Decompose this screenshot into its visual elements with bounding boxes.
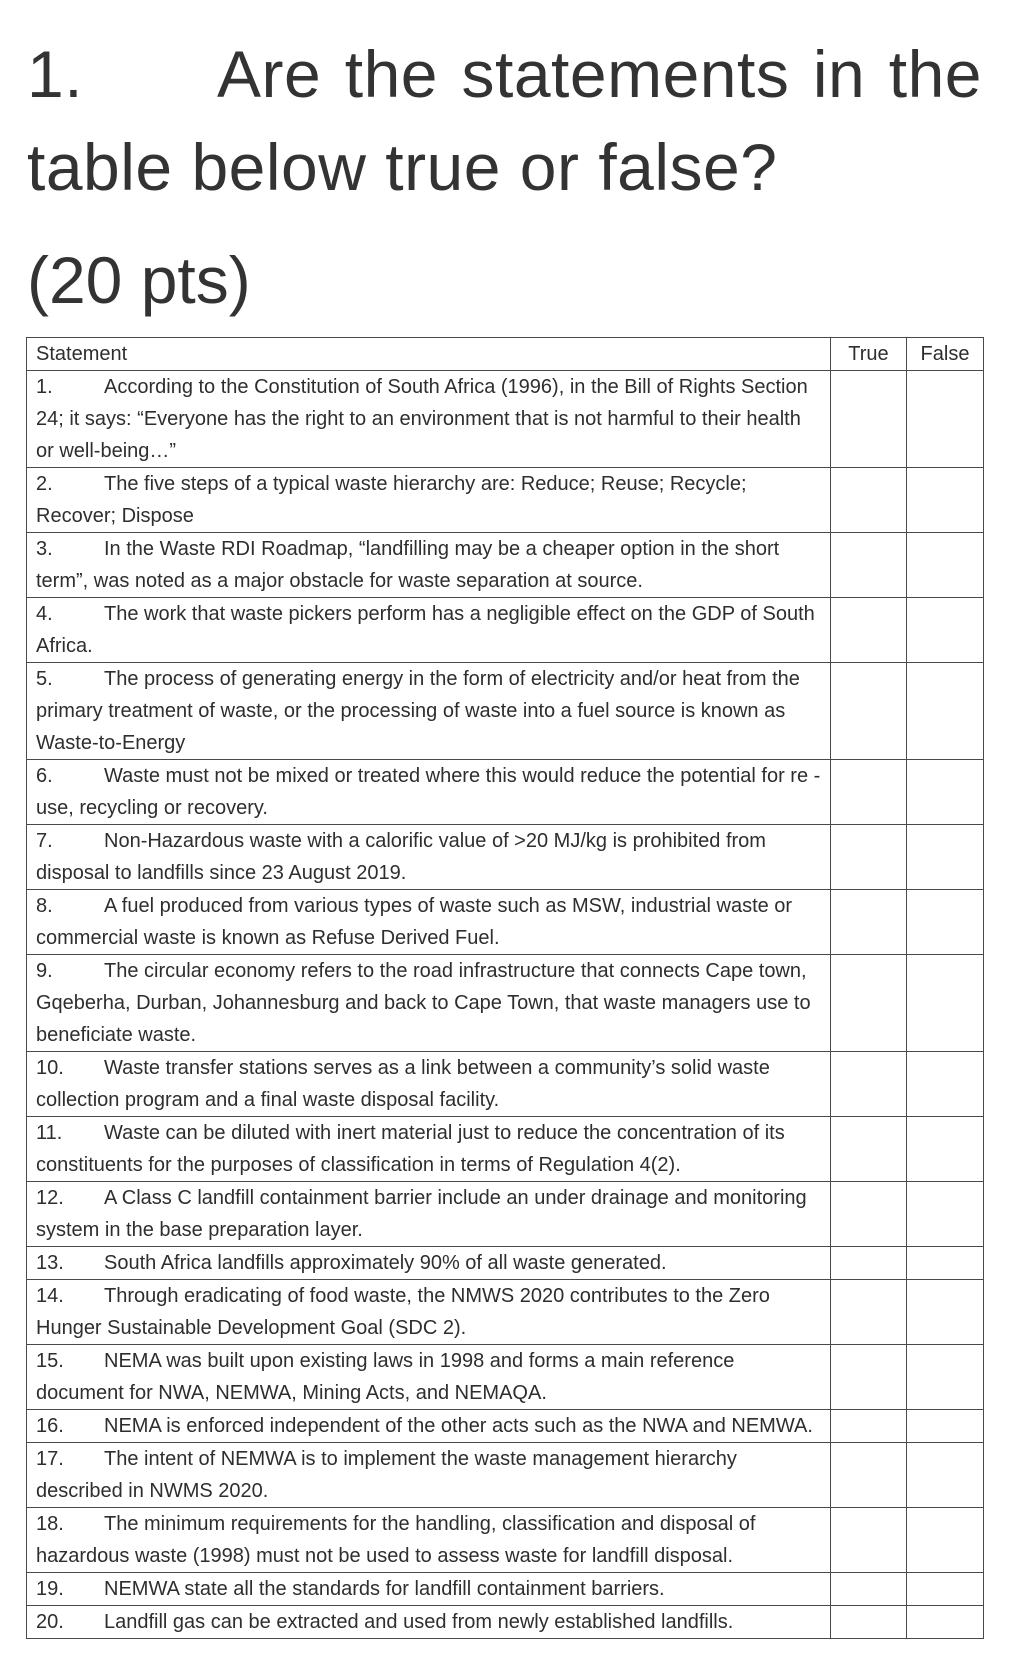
false-answer-cell[interactable] — [907, 1117, 984, 1182]
table-row — [27, 1573, 984, 1606]
statement-header: Statement — [27, 338, 831, 371]
false-answer-cell[interactable] — [907, 955, 984, 1052]
statement-number: 20. — [36, 1611, 64, 1633]
true-header: True — [831, 338, 907, 371]
true-answer-cell[interactable] — [831, 890, 907, 955]
statement-cell — [27, 1182, 831, 1247]
statement-number: 5. — [36, 668, 53, 690]
true-answer-cell[interactable] — [831, 1182, 907, 1247]
false-answer-cell[interactable] — [907, 533, 984, 598]
table-body — [27, 371, 984, 1639]
statement-cell — [27, 1508, 831, 1573]
statement-text: Waste must not be mixed or treated where this would reduce the potential for re -use, recycling or recovery. — [36, 765, 821, 819]
false-answer-cell[interactable] — [907, 1606, 984, 1639]
statement-text: In the Waste RDI Roadmap, “landfilling may be a cheaper option in the short term”, was noted as a major obstacle for waste separation at source. — [36, 538, 780, 592]
statement-cell — [27, 1052, 831, 1117]
table-row — [27, 371, 984, 468]
statement-number: 3. — [36, 538, 53, 560]
false-answer-cell[interactable] — [907, 1410, 984, 1443]
question-title-words — [217, 28, 982, 121]
statement-text: The process of generating energy in the form of electricity and/or heat from the primary treatment of waste, or the processing of waste into a fuel source is known as Waste-to-Energy — [36, 668, 800, 754]
true-answer-cell[interactable] — [831, 371, 907, 468]
statement-cell — [27, 955, 831, 1052]
true-answer-cell[interactable] — [831, 825, 907, 890]
false-header: False — [907, 338, 984, 371]
statement-cell — [27, 533, 831, 598]
statement-cell — [27, 890, 831, 955]
statement-cell — [27, 1345, 831, 1410]
false-answer-cell[interactable] — [907, 1052, 984, 1117]
table-row — [27, 598, 984, 663]
statement-text: Waste transfer stations serves as a link between a community’s solid waste collection program and a final waste disposal facility. — [36, 1057, 770, 1111]
statement-number: 16. — [36, 1415, 64, 1437]
question-heading-line2: table below true or false? — [27, 130, 778, 204]
statement-text: The work that waste pickers perform has a negligible effect on the GDP of South Africa. — [36, 603, 815, 657]
true-answer-cell[interactable] — [831, 1573, 907, 1606]
table-row — [27, 1345, 984, 1410]
false-answer-cell[interactable] — [907, 1345, 984, 1410]
statement-cell — [27, 371, 831, 468]
statement-text: Waste can be diluted with inert material just to reduce the concentration of its constituents for the purposes of classification in terms of Regulation 4(2). — [36, 1122, 785, 1176]
statement-number: 1. — [36, 376, 53, 398]
true-false-table — [26, 337, 984, 1639]
question-number: 1. — [27, 37, 84, 111]
title-word: the — [344, 37, 438, 111]
statement-cell — [27, 1606, 831, 1639]
false-answer-cell[interactable] — [907, 1280, 984, 1345]
table-row — [27, 1117, 984, 1182]
table-row — [27, 1443, 984, 1508]
statement-text: Landfill gas can be extracted and used from newly established landfills. — [104, 1611, 734, 1633]
statement-text: Non-Hazardous waste with a calorific value of >20 MJ/kg is prohibited from disposal to landfills since 23 August 2019. — [36, 830, 766, 884]
statement-number: 13. — [36, 1252, 64, 1274]
true-answer-cell[interactable] — [831, 1117, 907, 1182]
false-answer-cell[interactable] — [907, 760, 984, 825]
true-answer-cell[interactable] — [831, 1410, 907, 1443]
statement-text: The minimum requirements for the handling, classification and disposal of hazardous waste (1998) must not be used to assess waste for landfill disposal. — [36, 1513, 756, 1567]
statement-cell — [27, 1443, 831, 1508]
table-row — [27, 955, 984, 1052]
true-answer-cell[interactable] — [831, 1508, 907, 1573]
statement-cell — [27, 1280, 831, 1345]
statement-cell — [27, 1247, 831, 1280]
table-row — [27, 533, 984, 598]
statement-text: A Class C landfill containment barrier include an under drainage and monitoring system in the base preparation layer. — [36, 1187, 807, 1241]
table-row — [27, 1182, 984, 1247]
question-heading-line1 — [27, 28, 982, 121]
statement-cell — [27, 598, 831, 663]
statement-cell — [27, 760, 831, 825]
table-row — [27, 1508, 984, 1573]
statement-text: NEMA was built upon existing laws in 1998 and forms a main reference document for NWA, NEMWA, Mining Acts, and NEMAQA. — [36, 1350, 735, 1404]
false-answer-cell[interactable] — [907, 371, 984, 468]
statement-cell — [27, 1410, 831, 1443]
table-row — [27, 1247, 984, 1280]
table-row — [27, 1606, 984, 1639]
statement-text: South Africa landfills approximately 90% of all waste generated. — [104, 1252, 667, 1274]
statement-text: According to the Constitution of South Africa (1996), in the Bill of Rights Section 24; it says: “Everyone has the right to an environment that is not harmful to their health or well-being…” — [36, 376, 808, 462]
statement-cell — [27, 468, 831, 533]
table-header-row — [27, 338, 984, 371]
table-row — [27, 890, 984, 955]
statement-number: 6. — [36, 765, 53, 787]
statement-number: 2. — [36, 473, 53, 495]
title-word: the — [888, 37, 982, 111]
false-answer-cell[interactable] — [907, 1247, 984, 1280]
statement-text: The five steps of a typical waste hierarchy are: Reduce; Reuse; Recycle; Recover; Dispose — [36, 473, 747, 527]
true-answer-cell[interactable] — [831, 533, 907, 598]
statement-number: 19. — [36, 1578, 64, 1600]
false-answer-cell[interactable] — [907, 825, 984, 890]
true-answer-cell[interactable] — [831, 760, 907, 825]
true-answer-cell[interactable] — [831, 1052, 907, 1117]
false-answer-cell[interactable] — [907, 1443, 984, 1508]
table-row — [27, 760, 984, 825]
true-answer-cell[interactable] — [831, 468, 907, 533]
statement-number: 10. — [36, 1057, 64, 1079]
table-row — [27, 825, 984, 890]
true-answer-cell[interactable] — [831, 598, 907, 663]
statement-cell — [27, 663, 831, 760]
false-answer-cell[interactable] — [907, 890, 984, 955]
statement-cell — [27, 1117, 831, 1182]
false-answer-cell[interactable] — [907, 1573, 984, 1606]
statement-number: 4. — [36, 603, 53, 625]
table-row — [27, 1410, 984, 1443]
statement-text: The intent of NEMWA is to implement the waste management hierarchy described in NWMS 2020. — [36, 1448, 737, 1502]
statement-number: 8. — [36, 895, 53, 917]
statement-number: 15. — [36, 1350, 64, 1372]
question-points: (20 pts) — [27, 243, 251, 317]
statement-text: A fuel produced from various types of waste such as MSW, industrial waste or commercial waste is known as Refuse Derived Fuel. — [36, 895, 793, 949]
statement-number: 17. — [36, 1448, 64, 1470]
statement-text: NEMWA state all the standards for landfill containment barriers. — [104, 1578, 665, 1600]
statement-text: Through eradicating of food waste, the NMWS 2020 contributes to the Zero Hunger Sustainable Development Goal (SDC 2). — [36, 1285, 770, 1339]
true-answer-cell[interactable] — [831, 1280, 907, 1345]
true-answer-cell[interactable] — [831, 1247, 907, 1280]
false-answer-cell[interactable] — [907, 1182, 984, 1247]
statement-number: 11. — [36, 1122, 63, 1144]
false-answer-cell[interactable] — [907, 1508, 984, 1573]
true-answer-cell[interactable] — [831, 1606, 907, 1639]
statement-number: 7. — [36, 830, 53, 852]
statement-text: The circular economy refers to the road infrastructure that connects Cape town, Gqeberha, Durban, Johannesburg and back to Cape Town, that waste managers use to beneficiate waste. — [36, 960, 811, 1046]
table-row — [27, 663, 984, 760]
statement-text: NEMA is enforced independent of the other acts such as the NWA and NEMWA. — [104, 1415, 813, 1437]
true-answer-cell[interactable] — [831, 955, 907, 1052]
true-answer-cell[interactable] — [831, 1345, 907, 1410]
question-heading — [27, 28, 982, 214]
statement-cell — [27, 1573, 831, 1606]
false-answer-cell[interactable] — [907, 598, 984, 663]
false-answer-cell[interactable] — [907, 663, 984, 760]
table-row — [27, 468, 984, 533]
title-word: statements — [461, 37, 790, 111]
true-answer-cell[interactable] — [831, 1443, 907, 1508]
statement-number: 12. — [36, 1187, 64, 1209]
title-word: Are — [217, 37, 322, 111]
statement-number: 9. — [36, 960, 53, 982]
statement-number: 18. — [36, 1513, 64, 1535]
table-row — [27, 1280, 984, 1345]
statement-cell — [27, 825, 831, 890]
title-word: in — [812, 37, 866, 111]
table-row — [27, 1052, 984, 1117]
false-answer-cell[interactable] — [907, 468, 984, 533]
true-answer-cell[interactable] — [831, 663, 907, 760]
statement-number: 14. — [36, 1285, 64, 1307]
